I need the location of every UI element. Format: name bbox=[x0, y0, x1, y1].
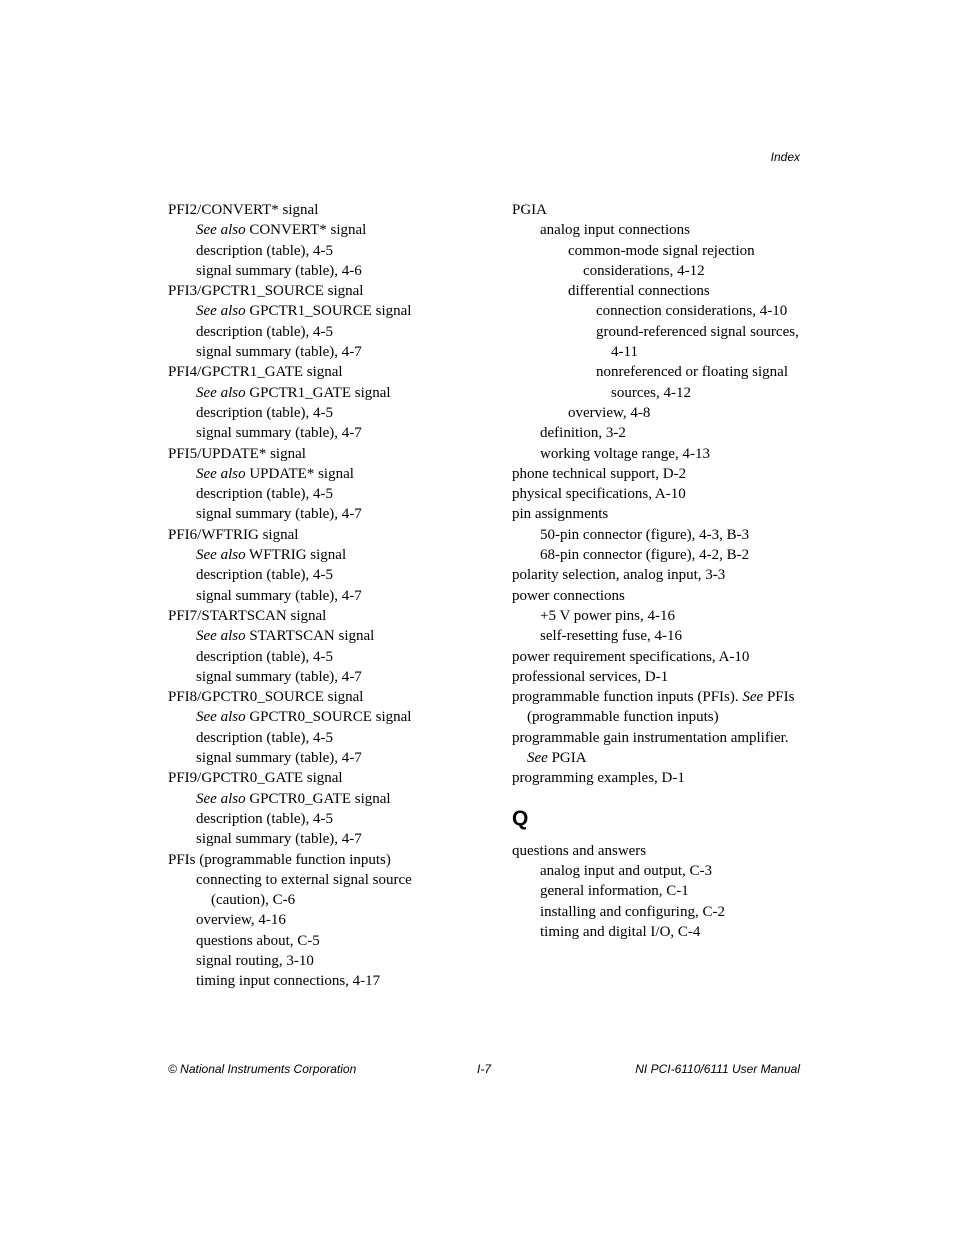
entry-text: UPDATE* signal bbox=[245, 465, 354, 482]
index-entry: 68-pin connector (figure), 4-2, B-2 bbox=[540, 547, 750, 564]
index-entries-p bbox=[512, 200, 812, 789]
entry-text: programmable function inputs (PFIs). bbox=[512, 689, 743, 706]
index-entry bbox=[512, 687, 812, 728]
index-entry: polarity selection, analog input, 3-3 bbox=[512, 567, 726, 584]
index-entry: PFI4/GPCTR1_GATE signal bbox=[168, 364, 343, 381]
index-column-right bbox=[512, 200, 812, 942]
index-entry: PFI2/CONVERT* signal bbox=[168, 202, 319, 218]
index-entries-q bbox=[512, 841, 812, 942]
entry-target: PGIA bbox=[547, 750, 587, 767]
index-entry: overview, 4-8 bbox=[568, 404, 651, 421]
index-entry: overview, 4-16 bbox=[196, 912, 286, 929]
see-reference: See bbox=[527, 750, 548, 767]
running-header: Index bbox=[770, 150, 800, 164]
index-entry: signal routing, 3-10 bbox=[196, 952, 314, 969]
index-entry: ground-referenced signal sources, 4-11 bbox=[596, 323, 799, 361]
index-entry bbox=[512, 728, 812, 769]
entry-text: STARTSCAN signal bbox=[245, 628, 375, 645]
index-entry: +5 V power pins, 4-16 bbox=[540, 607, 675, 624]
see-also-reference: See also bbox=[196, 790, 246, 807]
index-entry: signal summary (table), 4-7 bbox=[196, 587, 362, 604]
index-entry: physical specifications, A-10 bbox=[512, 486, 686, 503]
index-entry: programming examples, D-1 bbox=[512, 770, 685, 787]
index-entry: description (table), 4-5 bbox=[196, 810, 334, 827]
index-entry: signal summary (table), 4-7 bbox=[196, 668, 362, 685]
index-entry bbox=[168, 545, 468, 565]
entry-text: GPCTR1_GATE signal bbox=[245, 384, 391, 401]
index-entry: questions about, C-5 bbox=[196, 932, 320, 949]
index-entry: definition, 3-2 bbox=[540, 425, 626, 442]
see-also-reference: See also bbox=[196, 547, 246, 564]
index-entry: differential connections bbox=[568, 283, 710, 300]
see-also-reference: See also bbox=[196, 222, 246, 239]
index-entry: analog input connections bbox=[540, 222, 690, 239]
index-entry: PFI3/GPCTR1_SOURCE signal bbox=[168, 283, 364, 300]
index-entry: signal summary (table), 4-7 bbox=[196, 425, 362, 442]
index-entry bbox=[168, 383, 468, 403]
entry-text: programmable gain instrumentation amplifier. bbox=[512, 729, 793, 746]
index-entry: description (table), 4-5 bbox=[196, 404, 334, 421]
index-entry: PGIA bbox=[512, 202, 548, 218]
index-entry: PFI6/WFTRIG signal bbox=[168, 526, 299, 543]
index-entry: signal summary (table), 4-6 bbox=[196, 262, 362, 279]
index-entry: signal summary (table), 4-7 bbox=[196, 831, 362, 848]
index-entry: description (table), 4-5 bbox=[196, 242, 334, 259]
index-entry bbox=[168, 220, 468, 240]
index-entry: signal summary (table), 4-7 bbox=[196, 750, 362, 767]
entry-target: PFIs (programmable function inputs) bbox=[527, 689, 799, 726]
index-entry: connection considerations, 4-10 bbox=[596, 303, 788, 320]
index-entry: general information, C-1 bbox=[540, 883, 689, 900]
index-entry: PFI5/UPDATE* signal bbox=[168, 445, 306, 462]
index-entry bbox=[168, 464, 468, 484]
see-also-reference: See also bbox=[196, 303, 246, 320]
index-entry: description (table), 4-5 bbox=[196, 567, 334, 584]
see-also-reference: See also bbox=[196, 709, 246, 726]
index-entry: power connections bbox=[512, 587, 625, 604]
index-entry: common-mode signal rejection considerations, 4-12 bbox=[568, 242, 755, 279]
index-entry: signal summary (table), 4-7 bbox=[196, 344, 362, 361]
index-entry: self-resetting fuse, 4-16 bbox=[540, 628, 683, 645]
index-entry: installing and configuring, C-2 bbox=[540, 903, 725, 920]
index-entry: description (table), 4-5 bbox=[196, 486, 334, 503]
see-reference: See bbox=[742, 689, 764, 706]
index-entry: power requirement specifications, A-10 bbox=[512, 648, 750, 665]
index-entry: timing input connections, 4-17 bbox=[196, 973, 381, 990]
index-entry: PFIs (programmable function inputs) bbox=[168, 851, 391, 868]
index-entry bbox=[168, 626, 468, 646]
entry-text: CONVERT* signal bbox=[245, 222, 367, 239]
index-entry: pin assignments bbox=[512, 506, 609, 523]
index-entry bbox=[168, 789, 468, 809]
index-entry: signal summary (table), 4-7 bbox=[196, 506, 362, 523]
index-entry: working voltage range, 4-13 bbox=[540, 445, 710, 462]
index-entry: professional services, D-1 bbox=[512, 668, 669, 685]
index-entry: questions and answers bbox=[512, 842, 647, 859]
index-entry: phone technical support, D-2 bbox=[512, 465, 687, 482]
entry-text: GPCTR1_SOURCE signal bbox=[245, 303, 412, 320]
index-entry: description (table), 4-5 bbox=[196, 729, 334, 746]
footer-copyright: © National Instruments Corporation bbox=[168, 1062, 357, 1076]
footer-manual-title: NI PCI-6110/6111 User Manual bbox=[635, 1062, 800, 1076]
index-entry: PFI7/STARTSCAN signal bbox=[168, 607, 327, 624]
index-entry: timing and digital I/O, C-4 bbox=[540, 923, 701, 940]
index-entry: description (table), 4-5 bbox=[196, 648, 334, 665]
index-entry: nonreferenced or floating signal sources, 4-12 bbox=[596, 364, 789, 401]
index-entry bbox=[168, 707, 468, 727]
index-entry: 50-pin connector (figure), 4-3, B-3 bbox=[540, 526, 750, 543]
entry-text: GPCTR0_GATE signal bbox=[245, 790, 391, 807]
index-column-left bbox=[168, 200, 468, 992]
see-also-reference: See also bbox=[196, 465, 246, 482]
entry-text: GPCTR0_SOURCE signal bbox=[245, 709, 412, 726]
index-entry bbox=[168, 301, 468, 321]
section-letter-q: Q bbox=[512, 806, 529, 830]
index-entry: PFI8/GPCTR0_SOURCE signal bbox=[168, 689, 364, 706]
index-entry: PFI9/GPCTR0_GATE signal bbox=[168, 770, 343, 787]
index-entry: description (table), 4-5 bbox=[196, 323, 334, 340]
see-also-reference: See also bbox=[196, 384, 246, 401]
index-entry: connecting to external signal source (caution), C-6 bbox=[196, 871, 412, 909]
entry-text: WFTRIG signal bbox=[245, 547, 347, 564]
footer-page-number: I-7 bbox=[477, 1062, 492, 1076]
index-entry: analog input and output, C-3 bbox=[540, 862, 713, 879]
see-also-reference: See also bbox=[196, 628, 246, 645]
